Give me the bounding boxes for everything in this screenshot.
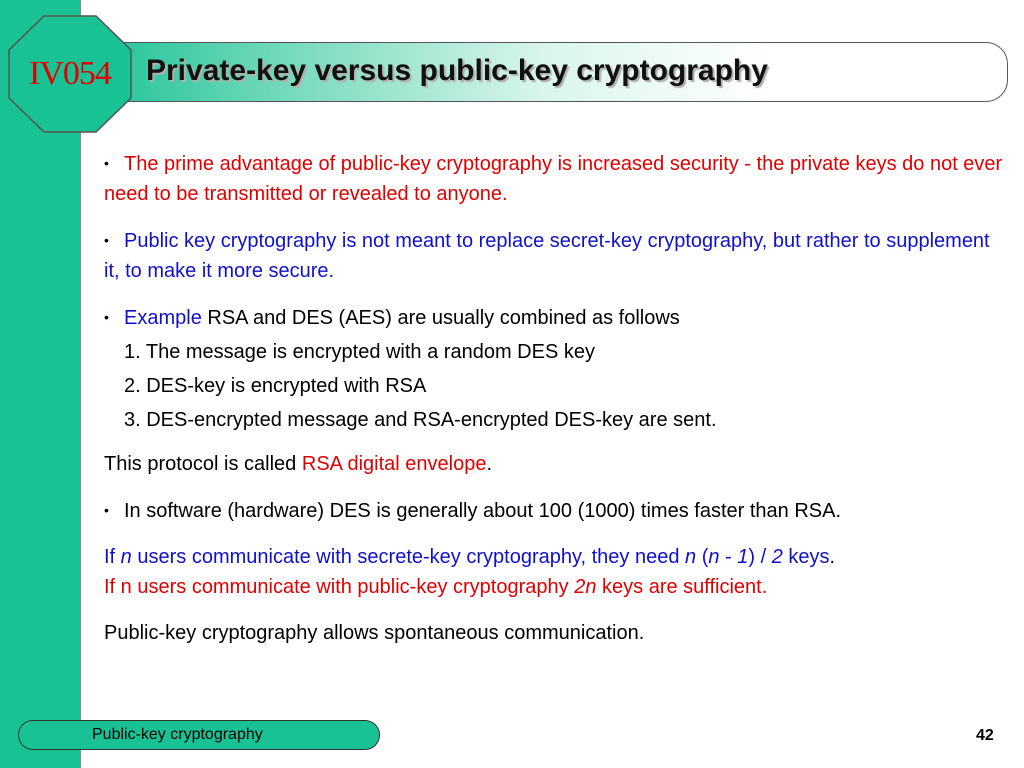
step-item: 1. The message is encrypted with a random DES key bbox=[124, 341, 595, 363]
example-label: Example bbox=[124, 307, 202, 329]
keys-secret-line bbox=[104, 542, 1004, 572]
keys-text: keys bbox=[782, 546, 830, 568]
step-item: 3. DES-encrypted message and RSA-encrypted DES-key are sent. bbox=[124, 409, 717, 431]
bullet-example bbox=[104, 302, 1004, 333]
keys-var: n bbox=[120, 546, 132, 568]
bullet-dot-icon: • bbox=[104, 232, 109, 248]
keys-var: 2n bbox=[574, 576, 597, 598]
bullet-dot-icon: • bbox=[104, 502, 109, 518]
bullet-dot-icon: • bbox=[104, 155, 109, 171]
bullet-security bbox=[104, 148, 1004, 209]
course-badge bbox=[8, 15, 132, 133]
keys-text: keys are sufficient. bbox=[596, 576, 768, 598]
keys-text: ( bbox=[696, 546, 709, 568]
keys-text: ) / bbox=[748, 546, 772, 568]
footer-label: Public-key cryptography bbox=[92, 726, 263, 743]
keys-text: . bbox=[829, 546, 836, 568]
step-item: 2. DES-key is encrypted with RSA bbox=[124, 375, 427, 397]
protocol-suffix: . bbox=[486, 453, 493, 475]
protocol-term: RSA digital envelope bbox=[301, 453, 487, 475]
protocol-line bbox=[104, 449, 1004, 479]
keys-var: 1 bbox=[737, 546, 749, 568]
bullet-supplement bbox=[104, 225, 1004, 286]
closing-line: Public-key cryptography allows spontaneous communication. bbox=[104, 622, 645, 644]
bullet-supplement-text: Public key cryptography is not meant to replace secret-key cryptography, but rather to supplement it, to make it more secure. bbox=[104, 230, 990, 282]
keys-var: n bbox=[685, 546, 697, 568]
protocol-prefix: This protocol is called bbox=[104, 453, 302, 475]
bullet-speed-text: In software (hardware) DES is generally about 100 (1000) times faster than RSA. bbox=[124, 500, 842, 522]
course-code: IV054 bbox=[29, 55, 111, 92]
bullet-dot-icon: • bbox=[104, 309, 109, 325]
bullet-security-text: The prime advantage of public-key cryptography is increased security - the private keys do not ever need to be transmitted or revealed to anyone. bbox=[104, 153, 1003, 205]
keys-text: If bbox=[104, 546, 121, 568]
keys-public-line bbox=[104, 572, 1004, 602]
keys-var: 2 bbox=[771, 546, 783, 568]
page-number: 42 bbox=[976, 727, 994, 744]
keys-var: n bbox=[708, 546, 720, 568]
bullet-speed bbox=[104, 495, 1004, 526]
slide-content bbox=[104, 148, 1004, 648]
keys-text: If n users communicate with public-key cryptography bbox=[104, 576, 575, 598]
keys-text: - bbox=[719, 546, 738, 568]
slide-title: Private-key versus public-key cryptography bbox=[146, 54, 768, 87]
keys-text: users communicate with secrete-key cryptography, they need bbox=[131, 546, 686, 568]
example-text: RSA and DES (AES) are usually combined as follows bbox=[201, 307, 680, 329]
